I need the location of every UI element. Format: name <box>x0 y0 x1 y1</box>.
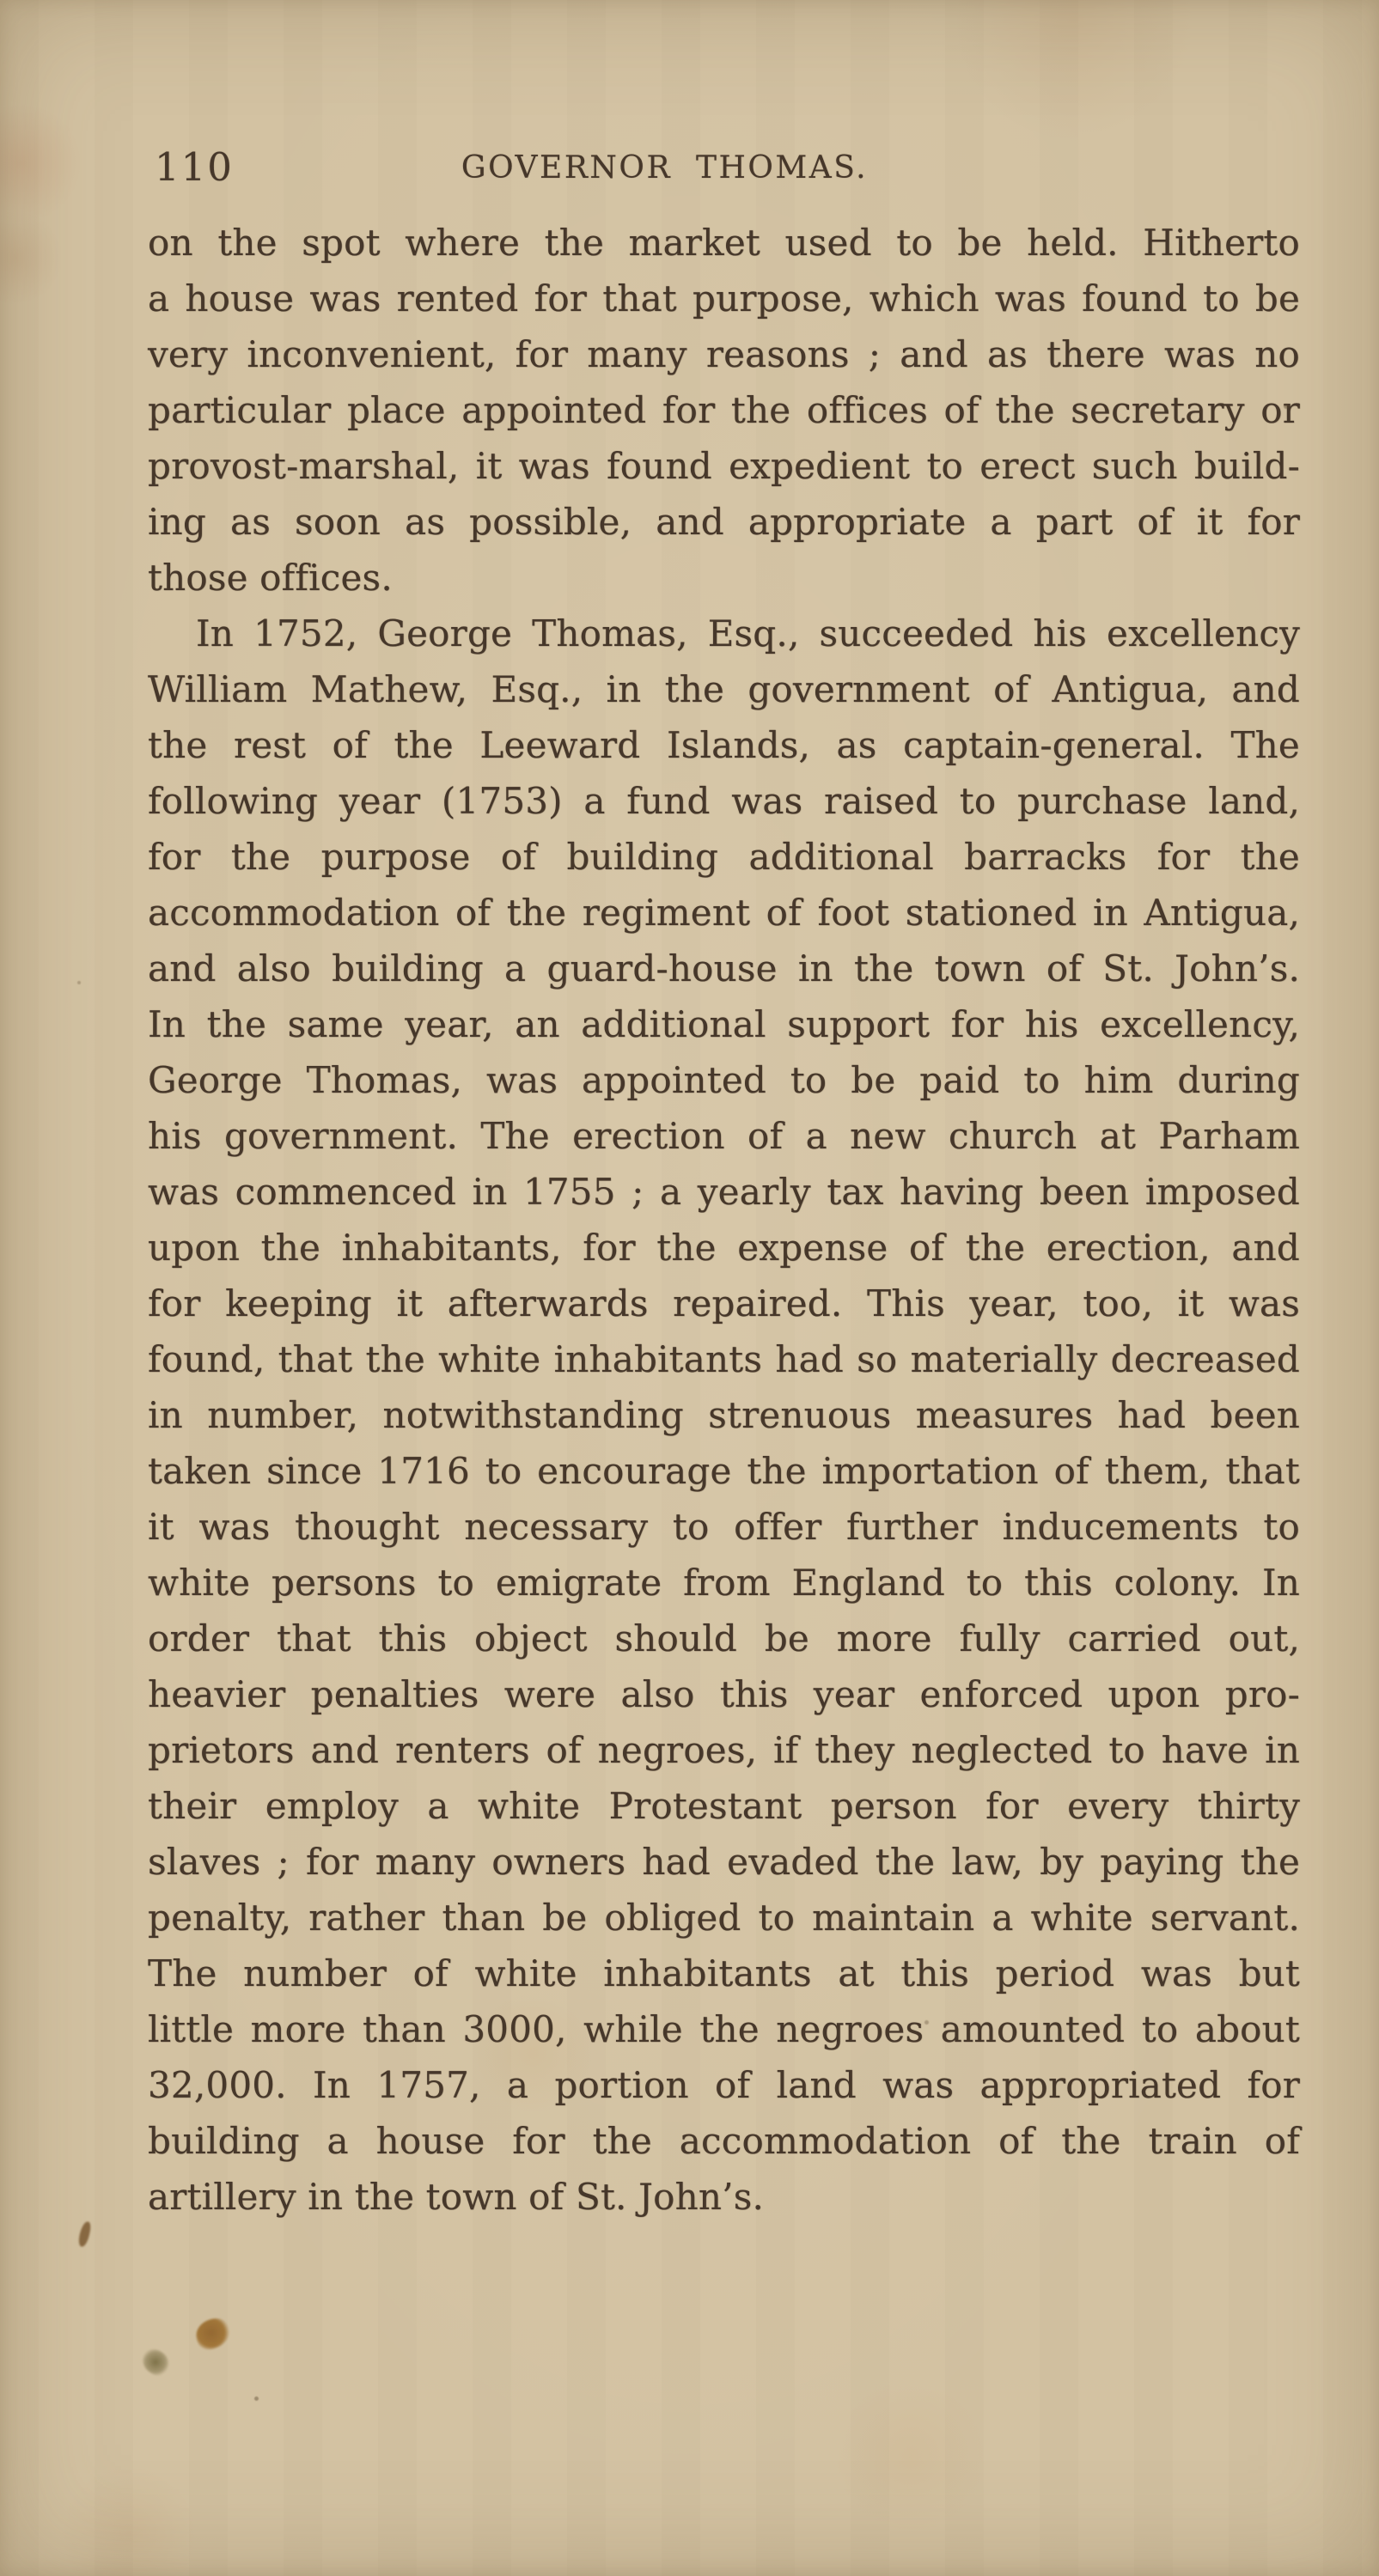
paper-speck <box>77 981 81 984</box>
text-line: George Thomas, was appointed to be paid to him during <box>148 1059 1300 1101</box>
text-line: it was thought necessary to offer further inducements to <box>148 1506 1300 1548</box>
text-line: in number, notwithstanding strenuous measures had been <box>148 1394 1300 1436</box>
text-line: for keeping it afterwards repaired. This year, too, it was <box>148 1282 1300 1325</box>
text-line: and also building a guard-house in the town of St. John’s. <box>148 947 1300 990</box>
page-number: 110 <box>155 144 234 190</box>
page-text <box>148 215 1300 2225</box>
text-line: on the spot where the market used to be held. Hitherto <box>148 222 1300 264</box>
text-line: following year (1753) a fund was raised to purchase land, <box>148 780 1300 822</box>
text-line: the rest of the Leeward Islands, as captain-general. The <box>148 724 1300 766</box>
text-line: William Mathew, Esq., in the government of Antigua, and <box>148 668 1300 710</box>
stain-blot <box>192 2315 233 2352</box>
text-line: their employ a white Protestant person for every thirty <box>148 1785 1300 1827</box>
text-line: upon the inhabitants, for the expense of the erection, and <box>148 1227 1300 1269</box>
text-line: heavier penalties were also this year enforced upon pro- <box>148 1673 1300 1715</box>
text-line: a house was rented for that purpose, which was found to be <box>148 277 1300 320</box>
text-line: provost-marshal, it was found expedient to erect such build- <box>148 445 1300 487</box>
text-line: for the purpose of building additional barracks for the <box>148 836 1300 878</box>
text-line: In the same year, an additional support for his excellency, <box>148 1003 1300 1045</box>
text-line: penalty, rather than be obliged to maintain a white servant. <box>148 1897 1300 1939</box>
stain-smudge <box>138 2346 174 2379</box>
text-line: order that this object should be more fully carried out, <box>148 1617 1300 1659</box>
text-line: The number of white inhabitants at this period was but <box>148 1952 1300 1994</box>
running-head: GOVERNOR THOMAS. <box>461 150 869 186</box>
text-line: his government. The erection of a new church at Parham <box>148 1115 1300 1157</box>
text-line: white persons to emigrate from England to this colony. In <box>148 1562 1300 1604</box>
text-line: building a house for the accommodation of the train of <box>148 2120 1300 2162</box>
text-line: very inconvenient, for many reasons ; and as there was no <box>148 333 1300 375</box>
text-line: those offices. <box>148 557 393 599</box>
text-line: 32,000. In 1757, a portion of land was appropriated for <box>148 2064 1300 2106</box>
text-line: accommodation of the regiment of foot stationed in Antigua, <box>148 892 1300 934</box>
text-line: found, that the white inhabitants had so materially decreased <box>148 1338 1300 1380</box>
text-line: little more than 3000, while the negroes amounted to about <box>148 2008 1300 2050</box>
text-line: artillery in the town of St. John’s. <box>148 2176 764 2218</box>
paper-speck <box>254 2396 259 2401</box>
text-line: particular place appointed for the offices of the secretary or <box>148 389 1300 431</box>
text-line: In 1752, George Thomas, Esq., succeeded his excellency <box>196 612 1300 655</box>
text-line: was commenced in 1755 ; a yearly tax having been imposed <box>148 1171 1300 1213</box>
page-header <box>148 144 1302 196</box>
text-line: ing as soon as possible, and appropriate a part of it for <box>148 501 1300 543</box>
text-line: slaves ; for many owners had evaded the law, by paying the <box>148 1841 1300 1883</box>
text-line: prietors and renters of negroes, if they neglected to have in <box>148 1729 1300 1771</box>
ink-mark <box>77 2220 92 2248</box>
text-line: taken since 1716 to encourage the importation of them, that <box>148 1450 1300 1492</box>
